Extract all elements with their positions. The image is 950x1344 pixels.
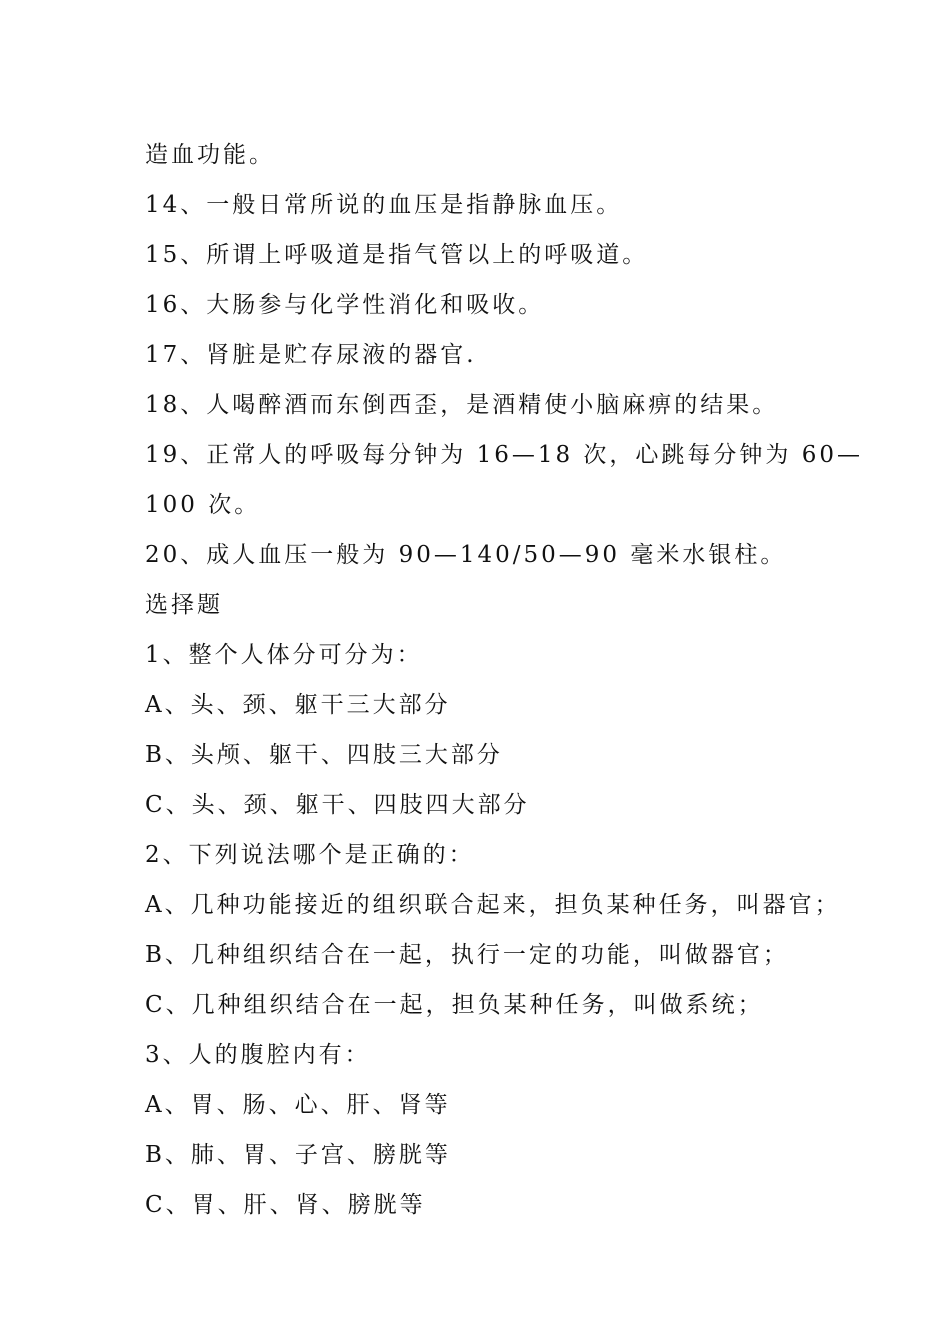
question-3-option-c: C、胃、肝、肾、膀胱等	[145, 1192, 426, 1218]
question-2-option-c: C、几种组织结合在一起，担负某种任务，叫做系统；	[145, 992, 764, 1018]
document-body	[145, 130, 863, 1230]
question-1-option-b: B、头颅、躯干、四肢三大部分	[145, 742, 503, 768]
statement-17: 17、肾脏是贮存尿液的器官.	[145, 342, 477, 368]
question-1-option-c: C、头、颈、躯干、四肢四大部分	[145, 792, 530, 818]
statement-20: 20、成人血压一般为 90—140/50—90 毫米水银柱。	[145, 542, 787, 568]
text-line: 造血功能。	[145, 142, 275, 168]
statement-18: 18、人喝醉酒而东倒西歪，是酒精使小脑麻痹的结果。	[145, 392, 779, 418]
question-3-option-b: B、肺、胃、子宫、膀胱等	[145, 1142, 451, 1168]
statement-15: 15、所谓上呼吸道是指气管以上的呼吸道。	[145, 242, 649, 268]
statement-16: 16、大肠参与化学性消化和吸收。	[145, 292, 545, 318]
question-2-option-b: B、几种组织结合在一起，执行一定的功能，叫做器官；	[145, 942, 789, 968]
section-heading: 选择题	[145, 592, 223, 618]
question-1: 1、整个人体分可分为：	[145, 642, 423, 668]
question-2-option-a: A、几种功能接近的组织联合起来，担负某种任务，叫器官；	[145, 892, 841, 918]
question-1-option-a: A、头、颈、躯干三大部分	[145, 692, 451, 718]
question-3: 3、人的腹腔内有：	[145, 1042, 371, 1068]
statement-19-continued: 100 次。	[145, 492, 261, 518]
statement-19: 19、正常人的呼吸每分钟为 16—18 次，心跳每分钟为 60—	[145, 442, 863, 468]
question-3-option-a: A、胃、肠、心、肝、肾等	[145, 1092, 451, 1118]
question-2: 2、下列说法哪个是正确的：	[145, 842, 475, 868]
statement-14: 14、一般日常所说的血压是指静脉血压。	[145, 192, 623, 218]
